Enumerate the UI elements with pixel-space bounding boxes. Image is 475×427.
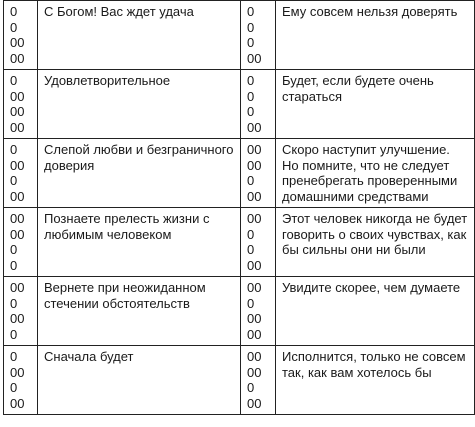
code-line: 0 — [247, 295, 255, 311]
code-line: 00 — [10, 226, 25, 242]
left-code-cell — [4, 70, 38, 139]
left-meaning-cell: Вернете при неожиданном стечении обстоятельств — [38, 277, 241, 346]
code-line: 00 — [10, 88, 25, 104]
code-line: 00 — [247, 326, 262, 342]
left-meaning-cell: Слепой любви и безграничного доверия — [38, 139, 241, 208]
code-line: 0 — [247, 380, 255, 395]
right-code-cell — [241, 208, 276, 277]
right-code-cell — [241, 346, 276, 415]
right-code-cell — [241, 1, 276, 70]
code-line: 00 — [247, 311, 262, 326]
left-meaning-cell: Удовлетворительное — [38, 70, 241, 139]
code-line: 0 — [10, 349, 18, 364]
code-line: 0 — [247, 19, 255, 35]
right-code-cell — [241, 277, 276, 346]
right-meaning-cell: Будет, если будете очень стараться — [276, 70, 475, 139]
code-line: 00 — [10, 364, 25, 380]
code-line: 00 — [10, 188, 25, 204]
left-code-cell — [4, 208, 38, 277]
code-line: 0 — [10, 257, 18, 273]
right-code-cell — [241, 139, 276, 208]
code-line: 0 — [247, 88, 255, 104]
left-code-cell — [4, 1, 38, 70]
code-line: 0 — [10, 242, 18, 257]
code-line: 0 — [247, 104, 255, 119]
code-line: 00 — [10, 104, 25, 119]
code-line: 0 — [10, 142, 18, 157]
code-line: 00 — [10, 35, 25, 50]
code-line: 00 — [10, 395, 25, 411]
code-line: 00 — [247, 364, 262, 380]
left-code-cell — [4, 277, 38, 346]
table-row — [4, 70, 475, 139]
right-meaning-cell: Этот человек никогда не будет говорить о своих чувствах, как бы сильны они ни были — [276, 208, 475, 277]
code-line: 00 — [247, 157, 262, 173]
left-code-cell — [4, 346, 38, 415]
code-line: 0 — [247, 226, 255, 242]
code-line: 0 — [247, 242, 255, 257]
code-line: 0 — [247, 73, 255, 88]
table-row — [4, 277, 475, 346]
right-meaning-cell: Исполнится, только не совсем так, как вам хотелось бы — [276, 346, 475, 415]
code-line: 0 — [10, 4, 18, 19]
code-line: 00 — [10, 311, 25, 326]
table-row — [4, 139, 475, 208]
right-code-cell — [241, 70, 276, 139]
code-line: 00 — [247, 349, 262, 364]
code-line: 0 — [247, 4, 255, 19]
code-line: 00 — [10, 157, 25, 173]
code-line: 0 — [10, 380, 18, 395]
code-line: 0 — [10, 295, 18, 311]
code-line: 00 — [247, 188, 262, 204]
code-line: 00 — [247, 50, 262, 66]
divination-table — [3, 0, 475, 415]
code-line: 00 — [247, 257, 262, 273]
table-row — [4, 208, 475, 277]
code-line: 0 — [247, 35, 255, 50]
code-line: 0 — [10, 73, 18, 88]
code-line: 0 — [10, 326, 18, 342]
code-line: 00 — [247, 119, 262, 135]
left-meaning-cell: С Богом! Вас ждет удача — [38, 1, 241, 70]
code-line: 00 — [10, 119, 25, 135]
code-line: 00 — [10, 50, 25, 66]
left-meaning-cell: Сначала будет — [38, 346, 241, 415]
code-line: 00 — [247, 142, 262, 157]
code-line: 0 — [10, 19, 18, 35]
table-row — [4, 1, 475, 70]
right-meaning-cell: Скоро наступит улучшение. Но помните, что не следует пренебрегать проверенными домашними средствами — [276, 139, 475, 208]
code-line: 00 — [247, 280, 262, 295]
code-line: 0 — [10, 173, 18, 188]
code-line: 00 — [247, 211, 262, 226]
right-meaning-cell: Увидите скорее, чем думаете — [276, 277, 475, 346]
code-line: 00 — [247, 395, 262, 411]
code-line: 00 — [10, 280, 25, 295]
left-code-cell — [4, 139, 38, 208]
code-line: 00 — [10, 211, 25, 226]
code-line: 0 — [247, 173, 255, 188]
right-meaning-cell: Ему совсем нельзя доверять — [276, 1, 475, 70]
table-row — [4, 346, 475, 415]
left-meaning-cell: Познаете прелесть жизни с любимым человеком — [38, 208, 241, 277]
